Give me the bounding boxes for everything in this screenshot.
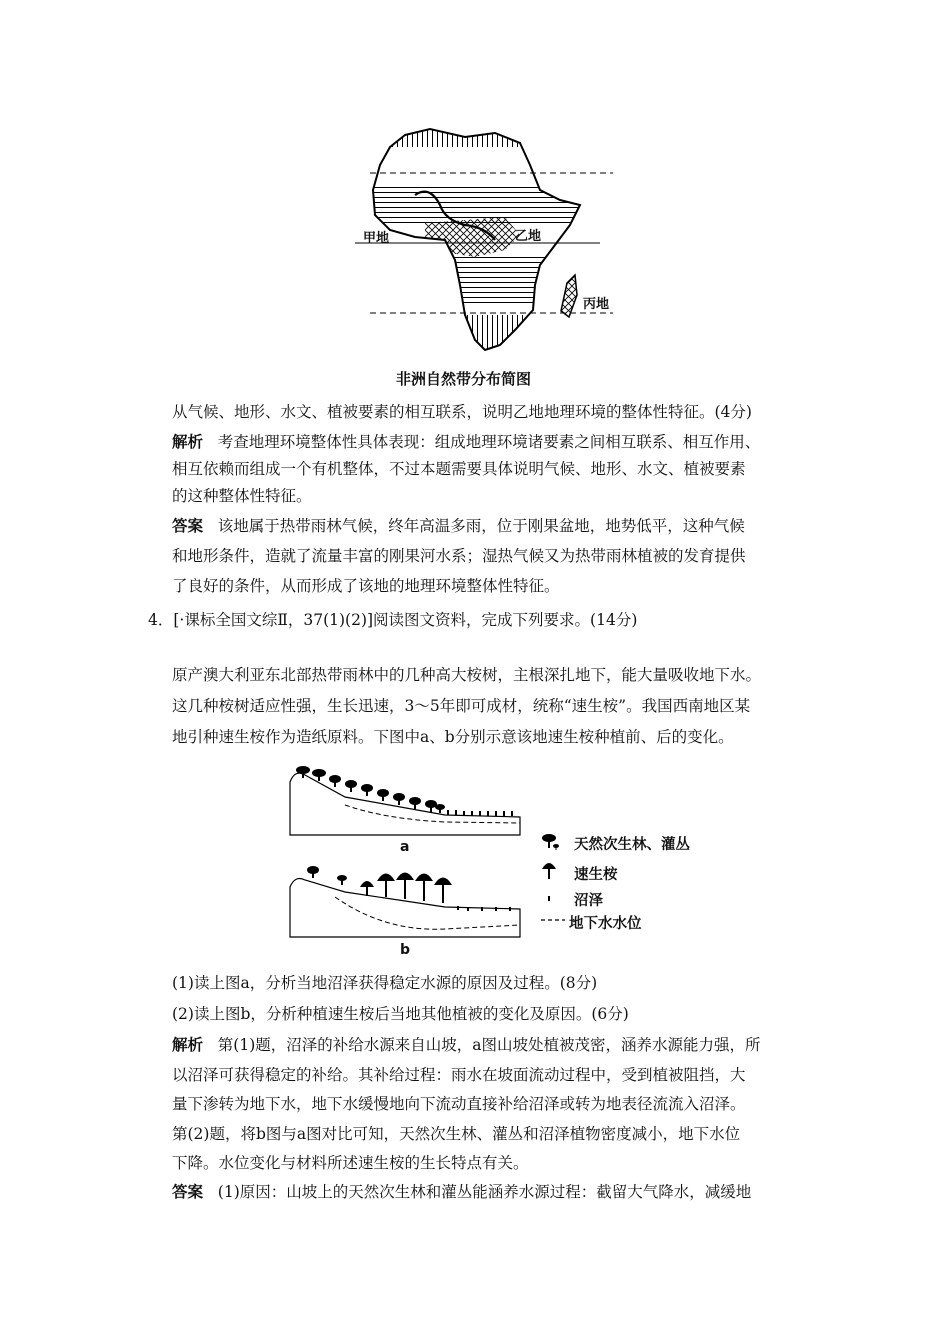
panel-a-label: a [400,839,410,855]
q4-analysis-line-3: 量下渗转为地下水，地下水缓慢地向下流动直接补给沼泽或转为地表径流流入沼泽。 [172,1095,746,1113]
panel-a [290,766,520,835]
legend-groundwater-text: 地下水水位 [569,916,642,932]
q4-analysis-line-1: 解析 第(1)题，沼泽的补给水源来自山坡，a图山坡处植被茂密，涵养水源能力强，所 [172,1036,761,1054]
map-caption: 非洲自然带分布简图 [396,370,532,388]
q4-heading: 4．[·课标全国文综Ⅱ，37(1)(2)]阅读图文资料，完成下列要求。(14分) [148,611,638,629]
q3-answer-line-2: 和地形条件，造就了流量丰富的刚果河水系；湿热气候又为热带雨林植被的发育提供 [172,547,746,565]
africa-map [355,125,625,360]
legend-icons [541,834,565,920]
mediterranean-zone-south [465,315,535,355]
q3-answer-line-3: 了良好的条件，从而形成了该地的地理环境整体性特征。 [172,577,560,595]
q4-analysis-line-2: 以沼泽可获得稳定的补给。其补给过程：雨水在坡面流动过程中，受到植被阻挡，大 [172,1066,746,1084]
q4-analysis-line-5: 下降。水位变化与材料所述速生桉的生长特点有关。 [172,1154,529,1172]
q4-analysis-label: 解析 [172,1036,204,1054]
legend-eucalyptus-text: 速生桉 [574,867,618,883]
africa-map-figure [355,125,625,360]
q3-analysis-line-3: 的这种整体性特征。 [172,487,312,505]
q3-prompt: 从气候、地形、水文、植被要素的相互联系，说明乙地地理环境的整体性特征。(4分) [172,403,752,421]
eucalyptus-icon [542,863,556,879]
shrub-group-a [296,766,445,813]
q4-analysis-line-4: 第(2)题，将b图与a图对比可知，天然次生林、灌丛和沼泽植物密度减小，地下水位 [172,1125,741,1143]
label-bing: 丙地 [583,297,610,312]
eucalyptus-diagram [285,757,725,967]
q3-answer-label: 答案 [172,517,204,535]
q4-sub-question-1: (1)读上图a，分析当地沼泽获得稳定水源的原因及过程。(8分) [172,974,598,992]
q4-answer-line-1: 答案 (1)原因：山坡上的天然次生林和灌丛能涵养水源过程：截留大气降水，减缓地 [172,1183,752,1201]
q4-answer-label: 答案 [172,1183,204,1201]
panel-b [290,866,520,937]
eucalyptus-figure [285,757,725,967]
tree-shrub-icon [542,834,559,850]
madagascar-island [561,275,577,317]
q4-material-line-3: 地引种速生桉作为造纸原料。下图中a、b分别示意该地速生桉种植前、后的变化。 [172,728,734,746]
panel-b-label: b [400,942,411,958]
legend-swamp-text: 沼泽 [574,893,603,909]
legend-shrub-text: 天然次生林、灌丛 [574,837,690,853]
eucalyptus-group-b [360,873,452,904]
q4-sub-question-2: (2)读上图b，分析种植速生桉后当地其他植被的变化及原因。(6分) [172,1005,629,1023]
label-jia: 甲地 [363,231,390,246]
q3-analysis-label: 解析 [172,433,204,451]
groundwater-line-b [335,897,520,929]
q4-material-line-1: 原产澳大利亚东北部热带雨林中的几种高大桉树，主根深扎地下，能大量吸收地下水。 [172,666,762,684]
label-yi: 乙地 [515,229,542,244]
q3-answer-line-1: 答案 该地属于热带雨林气候，终年高温多雨，位于刚果盆地，地势低平，这种气候 [172,517,745,535]
q3-analysis-line-2: 相互依赖而组成一个有机整体，不过本题需要具体说明气候、地形、水文、植被要素 [172,460,746,478]
q4-material-line-2: 这几种桉树适应性强，生长迅速，3～5年即可成材，统称“速生桉”。我国西南地区某 [172,697,751,715]
q3-analysis-line-1: 解析 考查地理环境整体性具体表现：组成地理环境诸要素之间相互联系、相互作用、 [172,433,761,451]
swamp-icon [548,896,550,901]
rainforest-zone [425,217,520,257]
